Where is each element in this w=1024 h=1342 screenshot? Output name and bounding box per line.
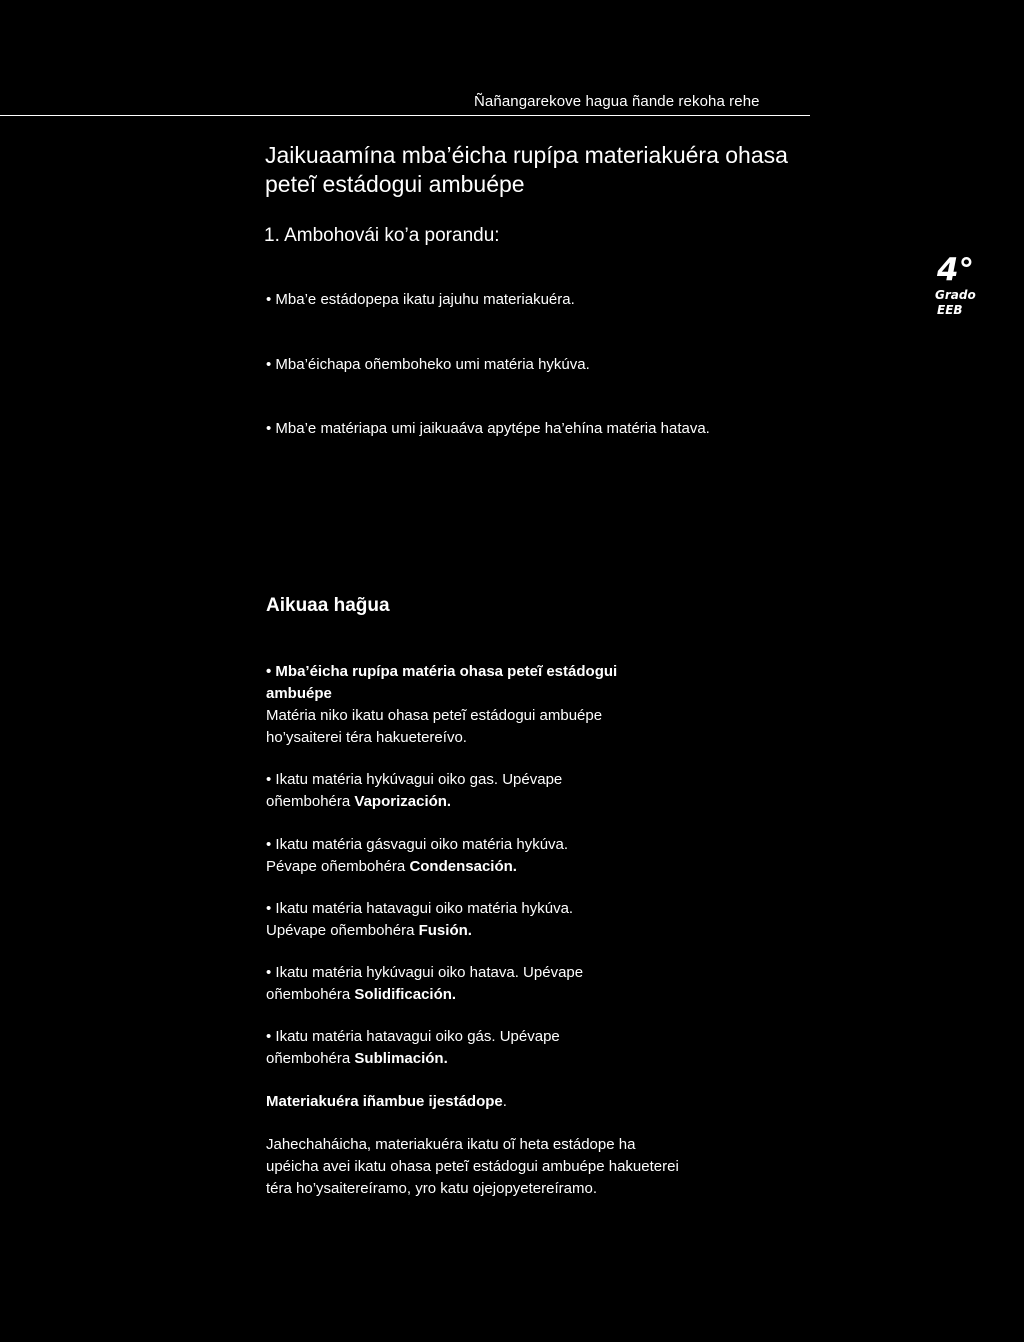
closing-line-2: upéicha avei ikatu ohasa peteĩ estádogui ambuépe hakueterei — [266, 1158, 679, 1175]
closing-line-3: téra ho’ysaitereíramo, yro katu ojejopyetereíramo. — [266, 1180, 597, 1197]
grade-number: 4° — [937, 252, 975, 288]
question-item: • Mba’e matériapa umi jaikuaáva apytépe ha’ehína matéria hatava. — [266, 420, 710, 437]
grade-level: EEB — [937, 303, 963, 317]
intro-bold-line-2: ambuépe — [266, 685, 332, 702]
change-prefix: oñembohéra — [266, 986, 355, 1003]
change-line: • Ikatu matéria hatavagui oiko gás. Upévape — [266, 1028, 560, 1045]
states-heading-text: Materiakuéra iñambue ijestádope — [266, 1093, 503, 1110]
change-term: Fusión. — [418, 922, 472, 939]
change-item-condensation — [266, 834, 746, 878]
change-line — [266, 920, 746, 942]
closing-paragraph — [266, 1134, 786, 1200]
change-item-fusion — [266, 898, 746, 942]
closing-line-1: Jahechaháicha, materiakuéra ikatu oĩ heta estádope ha — [266, 1136, 636, 1153]
states-heading-tail: . — [502, 1093, 507, 1110]
change-term: Condensación. — [409, 858, 517, 875]
page-title-line-2: peteĩ estádogui ambuépe — [265, 171, 525, 197]
page-title — [265, 141, 905, 199]
change-line: • Ikatu matéria hykúvagui oiko hatava. Upévape — [266, 964, 584, 981]
change-line — [266, 984, 746, 1006]
grade-label: Grado — [935, 288, 976, 302]
running-header: Ñañangarekove hagua ñande rekoha rehe — [474, 93, 760, 110]
header-rule — [0, 115, 810, 116]
grade-badge — [925, 252, 995, 318]
intro-block — [266, 661, 746, 749]
change-prefix: oñembohéra — [266, 793, 355, 810]
change-term: Sublimación. — [354, 1050, 448, 1067]
change-prefix: oñembohéra — [266, 1050, 355, 1067]
change-line: • Ikatu matéria gásvagui oiko matéria hykúva. — [266, 836, 569, 853]
intro-bold-line-1: • Mba’éicha rupípa matéria ohasa peteĩ estádogui — [266, 663, 618, 680]
change-line — [266, 791, 746, 813]
intro-line-1: Matéria niko ikatu ohasa peteĩ estádogui ambuépe — [266, 707, 603, 724]
change-term: Vaporización. — [354, 793, 452, 810]
change-item-sublimation — [266, 1026, 746, 1070]
change-item-vaporization — [266, 769, 746, 813]
change-term: Solidificación. — [354, 986, 457, 1003]
intro-line-2: ho’ysaiterei téra hakuetereívo. — [266, 729, 467, 746]
change-prefix: Upévape oñembohéra — [266, 922, 419, 939]
change-prefix: Pévape oñembohéra — [266, 858, 410, 875]
change-line — [266, 856, 746, 878]
change-item-solidification — [266, 962, 746, 1006]
section-heading: Aikuaa hag̃ua — [266, 595, 390, 616]
question-item: • Mba’e estádopepa ikatu jajuhu materiakuéra. — [266, 291, 575, 308]
change-line: • Ikatu matéria hykúvagui oiko gas. Upévape — [266, 771, 563, 788]
question-item: • Mba’éichapa oñemboheko umi matéria hykúva. — [266, 356, 590, 373]
change-line — [266, 1048, 746, 1070]
questions-heading: 1. Ambohovái ko’a porandu: — [264, 225, 500, 246]
page-title-line-1: Jaikuaamína mba’éicha rupípa materiakuéra ohasa — [265, 142, 788, 168]
states-heading — [266, 1091, 746, 1113]
change-line: • Ikatu matéria hatavagui oiko matéria hykúva. — [266, 900, 574, 917]
